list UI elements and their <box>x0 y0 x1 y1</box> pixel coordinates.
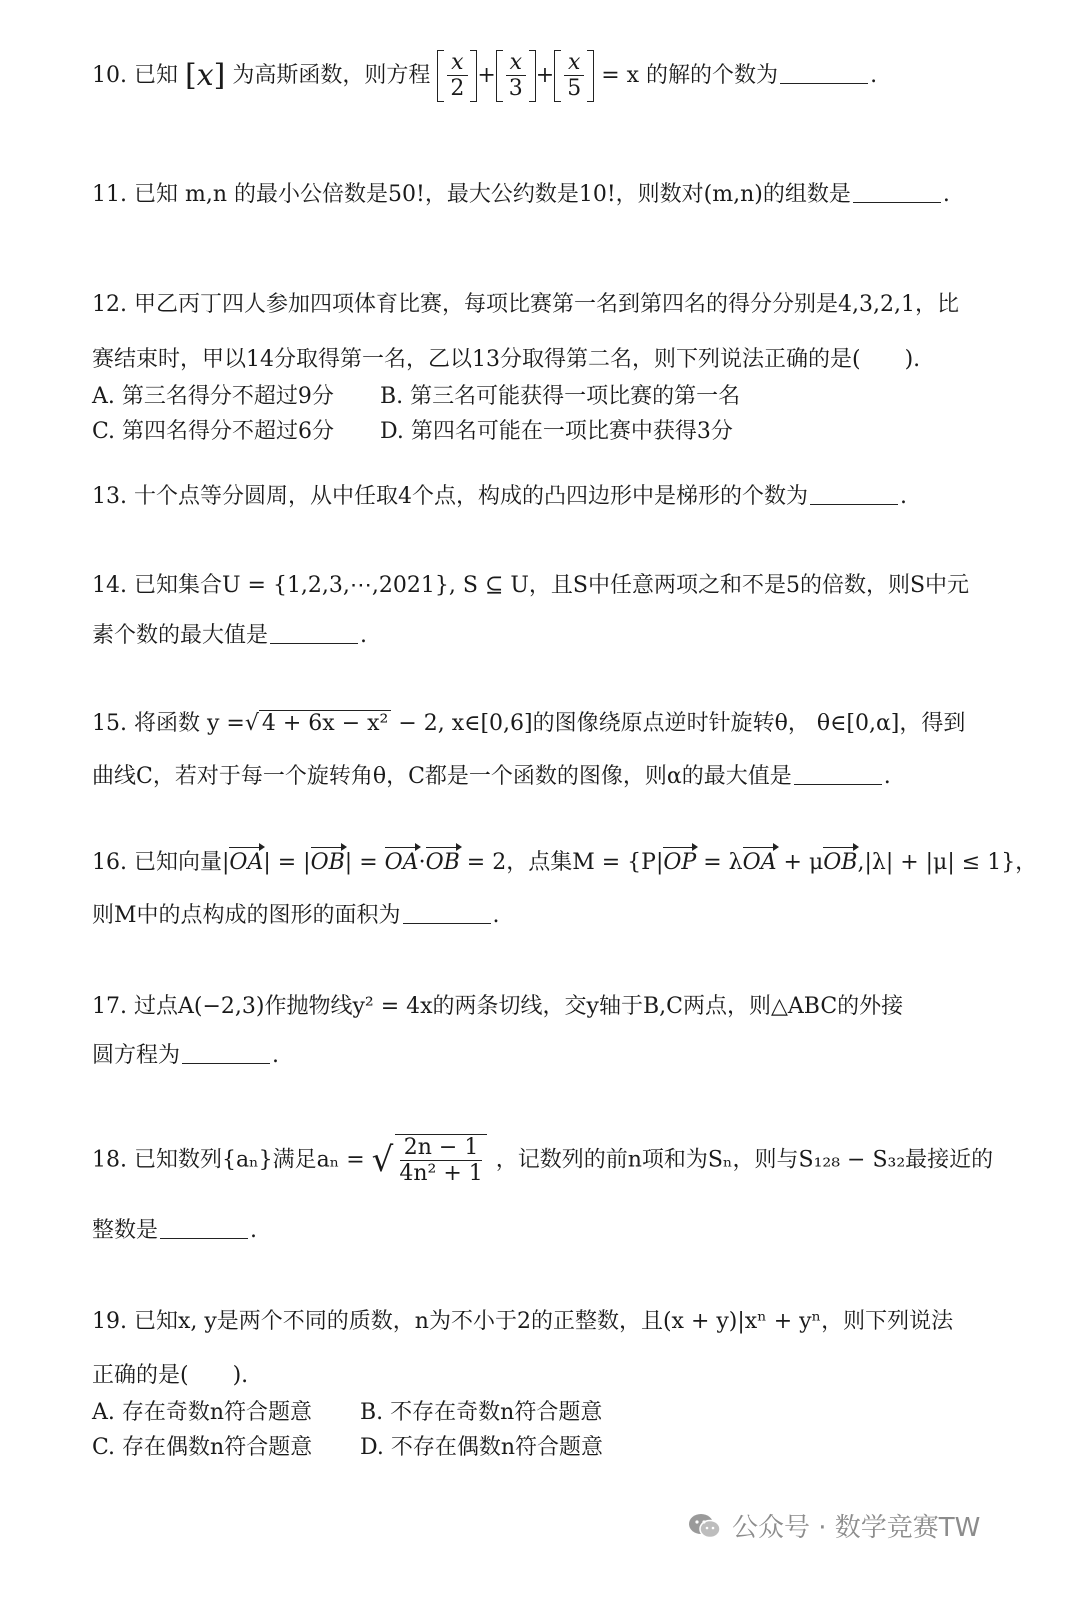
question-15-line2 <box>92 764 1012 790</box>
q10-eq: = x 的解的个数为 <box>601 62 779 88</box>
q16-line2: 则M中的点构成的图形的面积为 <box>92 903 401 928</box>
q15-radicand: 4 + 6x − x² <box>259 710 391 737</box>
q17-line2: 圆方程为 <box>92 1043 181 1068</box>
vector-ob-3: OB <box>823 850 858 875</box>
vector-oa: OA <box>229 850 264 875</box>
question-13 <box>92 484 1012 510</box>
gauss-bracket-x: [x] <box>184 57 226 93</box>
q15-line2: 曲线C，若对于每一个旋转角θ，C都是一个函数的图像，则α的最大值是 <box>92 764 792 789</box>
q17-end: . <box>272 1043 280 1068</box>
question-14-line2 <box>92 623 1012 649</box>
answer-blank-13 <box>810 504 898 505</box>
q11-text: 11. 已知 m,n 的最小公倍数是50!，最大公约数是10!，则数对(m,n)的组数是 <box>92 182 851 207</box>
q11-end: . <box>942 182 950 207</box>
q19-option-a: A. 存在奇数n符合题意 <box>92 1400 313 1425</box>
q16-end: . <box>492 903 500 928</box>
vector-op: OP <box>663 850 697 875</box>
q15-pre: 15. 将函数 y = <box>92 711 245 736</box>
q16-tail: ,|λ| + |μ| ≤ 1}， <box>857 850 1038 875</box>
vector-ob-2: OB <box>425 850 460 875</box>
q14-end: . <box>360 623 368 648</box>
question-15-line1: 15. 将函数 y =√ 4 + 6x − x² − 2, x∈[0,6]的图像绕原点逆时针旋转θ， θ∈[0,α]，得到 <box>92 711 966 736</box>
vector-oa-2: OA <box>384 850 419 875</box>
question-16-line1 <box>92 850 1038 876</box>
q13-end: . <box>899 484 907 509</box>
q13-text: 13. 十个点等分圆周，从中任取4个点，构成的凸四边形中是梯形的个数为 <box>92 484 808 509</box>
q19-option-c: C. 存在偶数n符合题意 <box>92 1435 313 1460</box>
question-18-line2 <box>92 1218 1012 1244</box>
answer-blank-16 <box>403 923 491 924</box>
q16-mid4: = 2，点集M = {P| <box>466 850 664 875</box>
floor-x-3: $\frac{x}{3}$ <box>496 50 536 102</box>
answer-blank-15 <box>794 784 882 785</box>
q16-mid2: | = <box>344 850 378 875</box>
q10-gauss: 为高斯函数，则方程 <box>232 62 431 88</box>
q18-numerator: 2n − 1 <box>400 1135 483 1161</box>
answer-blank-10 <box>780 83 868 84</box>
question-12-line1: 12. 甲乙丙丁四人参加四项体育比赛，每项比赛第一名到第四名的得分分别是4,3,2,1，比 <box>92 292 959 317</box>
q14-line2: 素个数的最大值是 <box>92 623 269 648</box>
q15-post: − 2, x∈[0,6]的图像绕原点逆时针旋转θ， θ∈[0,α]，得到 <box>398 711 966 736</box>
q18-end: . <box>250 1218 258 1243</box>
question-16-line2 <box>92 903 1012 929</box>
q12-option-b: B. 第三名可能获得一项比赛的第一名 <box>380 384 741 409</box>
answer-blank-18 <box>160 1238 248 1239</box>
q12-option-a: A. 第三名得分不超过9分 <box>92 384 334 409</box>
vector-oa-3: OA <box>742 850 777 875</box>
answer-blank-14 <box>270 643 358 644</box>
question-11 <box>92 182 1012 208</box>
answer-blank-17 <box>182 1063 270 1064</box>
q10-pre: 10. 已知 <box>92 62 178 88</box>
q18-denominator: 4n² + 1 <box>399 1161 483 1187</box>
question-19-line1: 19. 已知x, y是两个不同的质数，n为不小于2的正整数，且(x + y)|xⁿ + yⁿ，则下列说法 <box>92 1309 954 1334</box>
question-17-line2 <box>92 1043 1012 1069</box>
q16-mid1: | = | <box>263 850 311 875</box>
q16-pre: 16. 已知向量| <box>92 850 230 875</box>
q10-end: . <box>870 62 878 88</box>
wechat-icon <box>688 1512 722 1540</box>
q16-dot: · <box>418 850 426 875</box>
q18-fraction <box>395 1134 486 1187</box>
q18-pre: 18. 已知数列{aₙ}满足aₙ = <box>92 1147 365 1173</box>
q12-option-c: C. 第四名得分不超过6分 <box>92 419 335 444</box>
q16-mid5: = λ <box>703 850 743 875</box>
question-17-line1: 17. 过点A(−2,3)作抛物线y² = 4x的两条切线，交y轴于B,C两点，则△ABC的外接 <box>92 994 904 1019</box>
question-19-line2: 正确的是( ). <box>92 1363 249 1388</box>
q18-post: ，记数列的前n项和为Sₙ，则与S₁₂₈ − S₃₂最接近的 <box>495 1147 994 1173</box>
q18-line2: 整数是 <box>92 1218 159 1243</box>
floor-x-2: $\frac{x}{2}$ <box>437 50 477 102</box>
q15-end: . <box>883 764 891 789</box>
watermark <box>688 1507 980 1544</box>
floor-x-5: $\frac{x}{5}$ <box>554 50 594 102</box>
watermark-text: 公众号 · 数学竞赛TW <box>732 1513 981 1543</box>
q19-option-b: B. 不存在奇数n符合题意 <box>360 1400 603 1425</box>
question-14-line1: 14. 已知集合U = {1,2,3,⋯,2021}, S ⊆ U，且S中任意两项之和不是5的倍数，则S中元 <box>92 573 970 598</box>
q16-mid6: + μ <box>783 850 824 875</box>
question-12-line2: 赛结束时，甲以14分取得第一名，乙以13分取得第二名，则下列说法正确的是( ). <box>92 347 921 372</box>
vector-ob: OB <box>310 850 345 875</box>
question-18-line1 <box>92 1134 1012 1187</box>
question-10: 10. 已知 [x] 为高斯函数，则方程 $\frac{x}{2}$ + $\frac{x}{3}$ + $\frac{x}{5}$ = x 的解的个数为 . <box>92 50 878 102</box>
q19-option-d: D. 不存在偶数n符合题意 <box>360 1435 604 1460</box>
answer-blank-11 <box>853 202 941 203</box>
radical-sign: √ <box>371 1139 394 1180</box>
q12-option-d: D. 第四名可能在一项比赛中获得3分 <box>380 419 733 444</box>
